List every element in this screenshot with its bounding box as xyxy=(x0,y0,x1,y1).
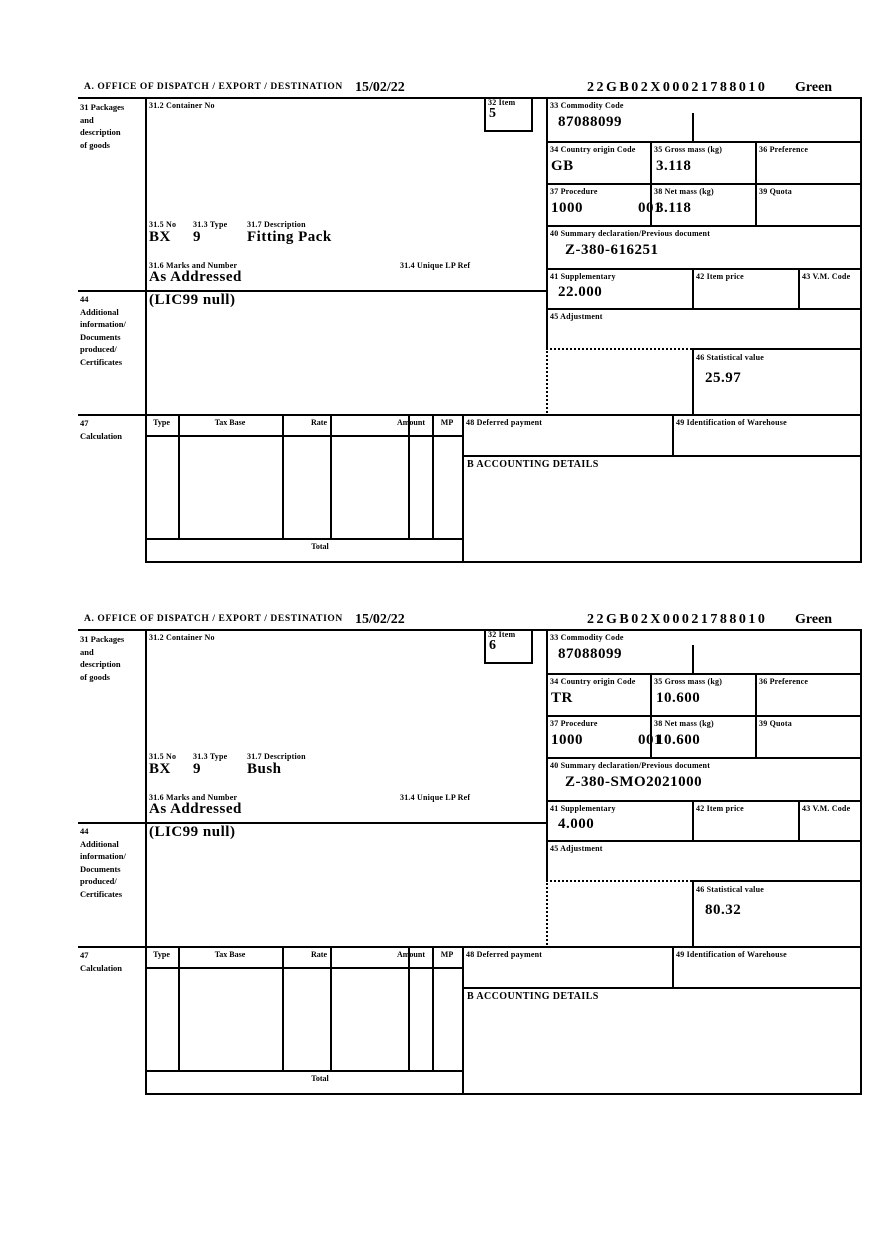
line xyxy=(178,946,180,1070)
package-no-value: BX xyxy=(149,229,171,245)
additional-info-value: (LIC99 null) xyxy=(149,824,236,840)
box44-label-line: Certificates xyxy=(80,356,123,367)
marks-label: 31.6 Marks and Number xyxy=(149,793,238,802)
package-no-value: BX xyxy=(149,761,171,777)
warehouse-id-label: 49 Identification of Warehouse xyxy=(676,418,787,427)
preference-label: 36 Preference xyxy=(759,145,809,154)
marks-value: As Addressed xyxy=(149,269,242,285)
office-of-dispatch-header: A. OFFICE OF DISPATCH / EXPORT / DESTINATION xyxy=(84,82,343,92)
box32-label: 32 Item xyxy=(488,630,516,639)
package-no-label: 31.5 No xyxy=(149,752,177,761)
line xyxy=(408,946,410,1070)
line xyxy=(672,946,674,987)
item-block xyxy=(78,612,862,1117)
route-indicator: Green xyxy=(795,612,833,627)
box31-label-line: of goods xyxy=(80,671,110,682)
col-header-tax-base: Tax Base xyxy=(214,950,246,959)
accounting-details-label: B ACCOUNTING DETAILS xyxy=(467,991,599,1002)
box47-label xyxy=(80,417,122,442)
statistical-value-label: 46 Statistical value xyxy=(696,353,764,362)
col-header-rate: Rate xyxy=(311,950,327,959)
box44-label xyxy=(80,825,126,900)
line xyxy=(546,183,862,185)
gross-mass-value: 10.600 xyxy=(656,690,701,706)
route-indicator: Green xyxy=(795,80,833,95)
preference-label: 36 Preference xyxy=(759,677,809,686)
dashed-line xyxy=(546,880,548,948)
box47-label-line: Calculation xyxy=(80,962,123,973)
box32-item xyxy=(484,97,533,132)
box44-label-line: produced/ xyxy=(80,876,117,886)
net-mass-label: 38 Net mass (kg) xyxy=(654,187,714,196)
line xyxy=(145,1070,464,1072)
marks-value: As Addressed xyxy=(149,801,242,817)
line xyxy=(178,414,180,538)
office-of-dispatch-header: A. OFFICE OF DISPATCH / EXPORT / DESTINATION xyxy=(84,614,343,624)
acceptance-date: 15/02/22 xyxy=(355,80,405,95)
line xyxy=(462,455,862,457)
line xyxy=(860,629,862,1095)
box44-label-line: Additional xyxy=(80,306,119,317)
item-number-value: 6 xyxy=(489,638,497,653)
summary-declaration-label: 40 Summary declaration/Previous document xyxy=(550,229,711,238)
line xyxy=(692,800,694,840)
entry-number: 22GB02X00021788010 xyxy=(587,612,768,627)
col-header-type: Type xyxy=(153,418,170,427)
box47-label-line: 47 xyxy=(80,950,89,960)
line xyxy=(282,946,284,1070)
warehouse-id-label: 49 Identification of Warehouse xyxy=(676,950,787,959)
country-origin-value: GB xyxy=(551,158,574,174)
marks-label: 31.6 Marks and Number xyxy=(149,261,238,270)
commodity-code-value: 87088099 xyxy=(558,114,622,130)
country-origin-label: 34 Country origin Code xyxy=(550,145,636,154)
col-header-type: Type xyxy=(153,950,170,959)
line xyxy=(692,268,694,308)
summary-declaration-value: Z-380-616251 xyxy=(565,242,659,258)
box31-label-line: and xyxy=(80,646,94,657)
box31-label-line: 31 Packages xyxy=(80,102,125,112)
line xyxy=(546,225,862,227)
package-type-label: 31.3 Type xyxy=(193,220,228,229)
line xyxy=(692,880,862,882)
box47-label-line: Calculation xyxy=(80,430,123,441)
vm-code-label: 43 V.M. Code xyxy=(802,804,851,813)
box31-label xyxy=(80,633,124,683)
line xyxy=(408,414,410,538)
line xyxy=(145,538,464,540)
line xyxy=(798,268,800,308)
package-type-value: 9 xyxy=(193,761,201,777)
adjustment-label: 45 Adjustment xyxy=(550,312,603,321)
package-type-value: 9 xyxy=(193,229,201,245)
container-no-label: 31.2 Container No xyxy=(149,101,215,110)
box31-label-line: description xyxy=(80,127,121,137)
item-block xyxy=(78,80,862,585)
line xyxy=(546,629,548,880)
acceptance-date: 15/02/22 xyxy=(355,612,405,627)
unique-lp-ref-label: 31.4 Unique LP Ref xyxy=(400,793,471,802)
item-number-value: 5 xyxy=(489,106,497,121)
summary-declaration-label: 40 Summary declaration/Previous document xyxy=(550,761,711,770)
statistical-value: 25.97 xyxy=(705,370,742,386)
box47-label xyxy=(80,949,122,974)
box44-label-line: Additional xyxy=(80,838,119,849)
line xyxy=(145,435,464,437)
line xyxy=(546,757,862,759)
box32-item xyxy=(484,629,533,664)
commodity-code-label: 33 Commodity Code xyxy=(550,633,624,642)
line xyxy=(546,800,862,802)
dashed-line xyxy=(546,348,548,416)
col-header-rate: Rate xyxy=(311,418,327,427)
unique-lp-ref-label: 31.4 Unique LP Ref xyxy=(400,261,471,270)
box47-label-line: 47 xyxy=(80,418,89,428)
container-no-label: 31.2 Container No xyxy=(149,633,215,642)
line xyxy=(145,561,862,563)
net-mass-value: 3.118 xyxy=(656,200,692,216)
line xyxy=(330,414,332,538)
item-price-label: 42 Item price xyxy=(696,804,744,813)
line xyxy=(78,414,862,416)
line xyxy=(78,629,862,631)
commodity-code-label: 33 Commodity Code xyxy=(550,101,624,110)
line xyxy=(145,97,147,563)
total-row-label: Total xyxy=(311,542,329,551)
line xyxy=(798,800,800,840)
line xyxy=(692,645,694,673)
col-header-tax-base: Tax Base xyxy=(214,418,246,427)
line xyxy=(145,1093,862,1095)
col-header-mp: MP xyxy=(440,418,454,427)
line xyxy=(546,673,862,675)
line xyxy=(145,629,147,1095)
box44-label-line: Documents xyxy=(80,331,121,342)
description-label: 31.7 Description xyxy=(247,220,306,229)
line xyxy=(755,673,757,757)
summary-declaration-value: Z-380-SMO2021000 xyxy=(565,774,703,790)
quota-label: 39 Quota xyxy=(759,719,792,728)
line xyxy=(692,348,694,414)
description-label: 31.7 Description xyxy=(247,752,306,761)
line xyxy=(432,946,434,1070)
additional-info-value: (LIC99 null) xyxy=(149,292,236,308)
col-header-mp: MP xyxy=(440,950,454,959)
line xyxy=(692,113,694,141)
deferred-payment-label: 48 Deferred payment xyxy=(466,950,543,959)
line xyxy=(692,348,862,350)
box44-label-line: 44 xyxy=(80,294,89,304)
package-no-label: 31.5 No xyxy=(149,220,177,229)
line xyxy=(860,97,862,563)
line xyxy=(755,141,757,225)
line xyxy=(462,987,862,989)
box44-label-line: information/ xyxy=(80,851,126,861)
line xyxy=(78,946,862,948)
line xyxy=(546,97,548,348)
country-origin-label: 34 Country origin Code xyxy=(550,677,636,686)
box44-label-line: produced/ xyxy=(80,344,117,354)
procedure-value: 1000 xyxy=(551,732,583,748)
line xyxy=(546,715,862,717)
line xyxy=(432,414,434,538)
net-mass-value: 10.600 xyxy=(656,732,701,748)
box44-label-line: Certificates xyxy=(80,888,123,899)
supplementary-value: 4.000 xyxy=(558,816,595,832)
box31-label-line: description xyxy=(80,659,121,669)
procedure-label: 37 Procedure xyxy=(550,187,598,196)
vm-code-label: 43 V.M. Code xyxy=(802,272,851,281)
adjustment-label: 45 Adjustment xyxy=(550,844,603,853)
line xyxy=(330,946,332,1070)
dashed-line xyxy=(546,348,692,350)
accounting-details-label: B ACCOUNTING DETAILS xyxy=(467,459,599,470)
box32-label: 32 Item xyxy=(488,98,516,107)
procedure-value: 1000 xyxy=(551,200,583,216)
line xyxy=(546,308,862,310)
box31-label-line: and xyxy=(80,114,94,125)
quota-label: 39 Quota xyxy=(759,187,792,196)
box44-label-line: 44 xyxy=(80,826,89,836)
supplementary-label: 41 Supplementary xyxy=(550,272,616,281)
box31-label-line: of goods xyxy=(80,139,110,150)
box31-label xyxy=(80,101,124,151)
dashed-line xyxy=(546,880,692,882)
box44-label xyxy=(80,293,126,368)
entry-number: 22GB02X00021788010 xyxy=(587,80,768,95)
gross-mass-label: 35 Gross mass (kg) xyxy=(654,145,723,154)
line xyxy=(546,840,862,842)
box31-label-line: 31 Packages xyxy=(80,634,125,644)
commodity-code-value: 87088099 xyxy=(558,646,622,662)
supplementary-label: 41 Supplementary xyxy=(550,804,616,813)
line xyxy=(546,141,862,143)
procedure-label: 37 Procedure xyxy=(550,719,598,728)
gross-mass-value: 3.118 xyxy=(656,158,692,174)
country-origin-value: TR xyxy=(551,690,573,706)
procedure-2-value: 001 xyxy=(638,200,662,216)
supplementary-value: 22.000 xyxy=(558,284,603,300)
box44-label-line: Documents xyxy=(80,863,121,874)
box44-label-line: information/ xyxy=(80,319,126,329)
statistical-value: 80.32 xyxy=(705,902,742,918)
gross-mass-label: 35 Gross mass (kg) xyxy=(654,677,723,686)
line xyxy=(672,414,674,455)
net-mass-label: 38 Net mass (kg) xyxy=(654,719,714,728)
description-value: Fitting Pack xyxy=(247,229,332,245)
package-type-label: 31.3 Type xyxy=(193,752,228,761)
col-header-amount: Amount xyxy=(396,950,425,959)
total-row-label: Total xyxy=(311,1074,329,1083)
line xyxy=(546,268,862,270)
item-price-label: 42 Item price xyxy=(696,272,744,281)
line xyxy=(78,97,862,99)
col-header-amount: Amount xyxy=(396,418,425,427)
line xyxy=(145,967,464,969)
description-value: Bush xyxy=(247,761,282,777)
line xyxy=(282,414,284,538)
statistical-value-label: 46 Statistical value xyxy=(696,885,764,894)
procedure-2-value: 001 xyxy=(638,732,662,748)
deferred-payment-label: 48 Deferred payment xyxy=(466,418,543,427)
line xyxy=(692,880,694,946)
